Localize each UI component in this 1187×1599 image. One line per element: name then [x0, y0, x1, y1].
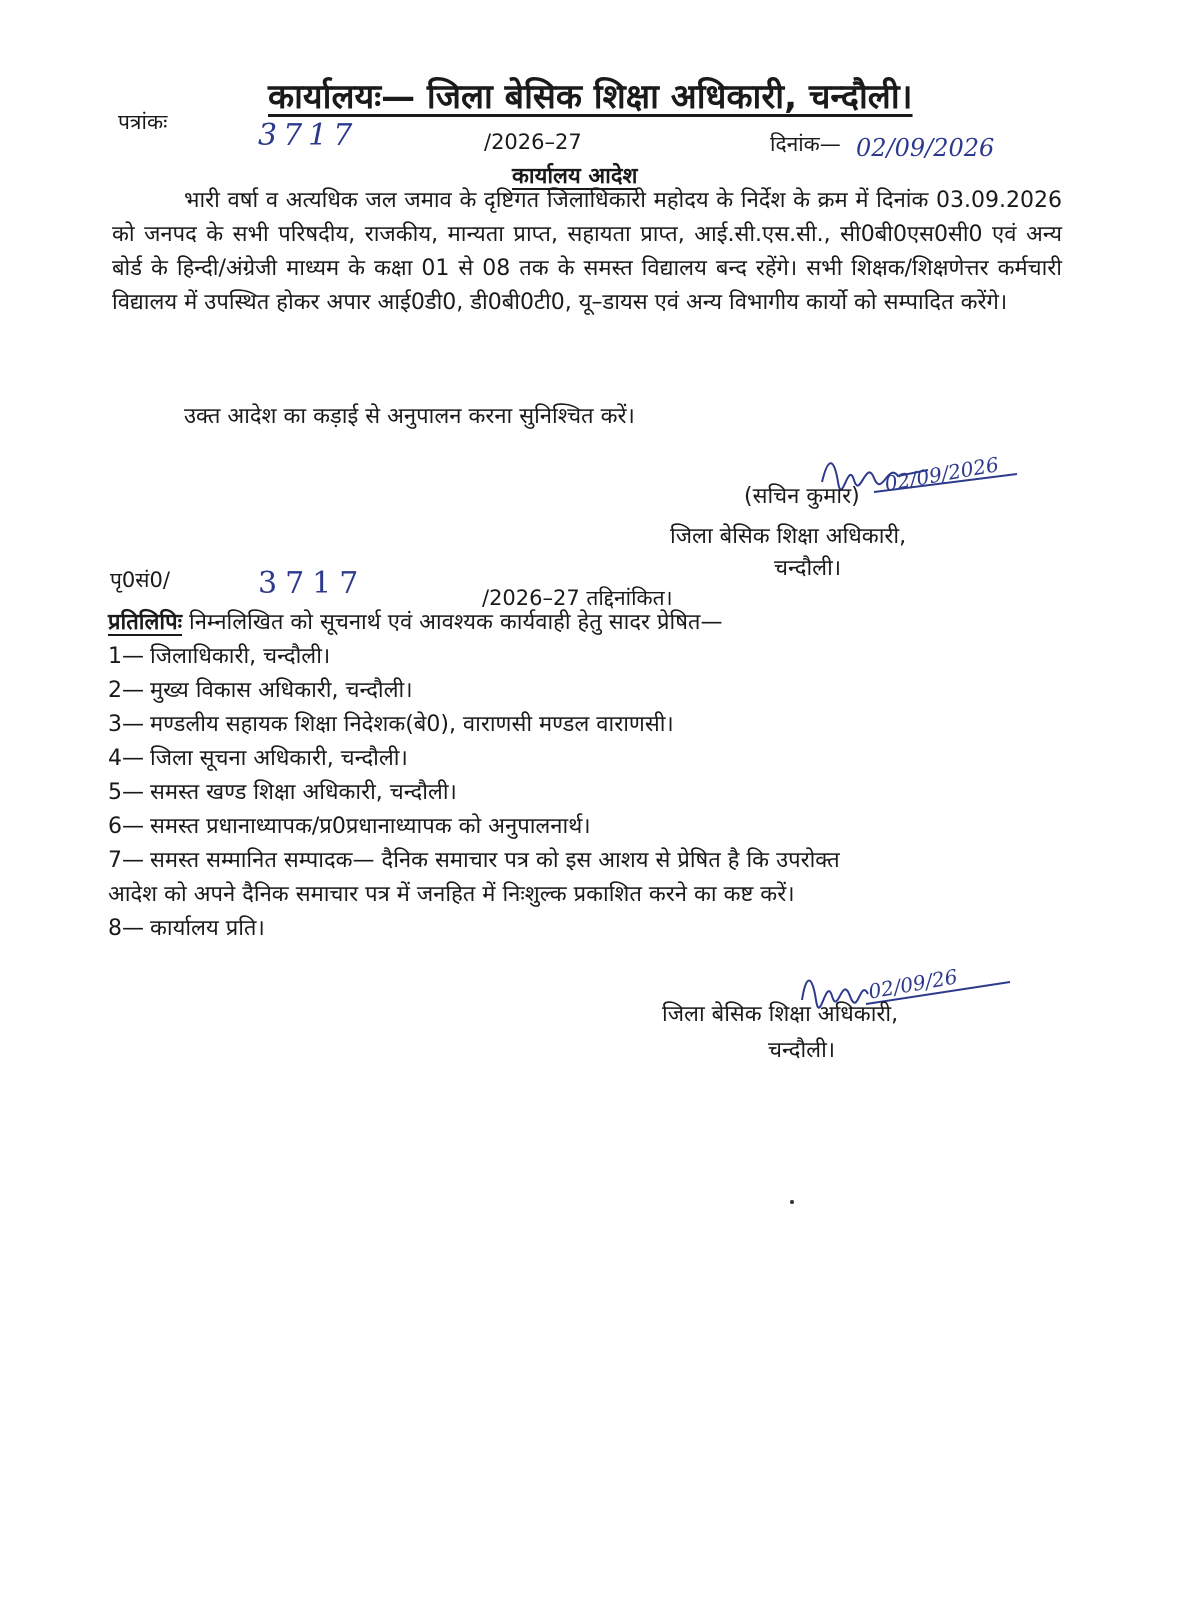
list-item-text: मुख्य विकास अधिकारी, चन्दौली।: [150, 678, 413, 703]
speck: [790, 1200, 794, 1204]
patrank-year: /2026–27: [484, 130, 582, 154]
date-label: दिनांक—: [770, 132, 841, 156]
pratilipi-line: [108, 606, 840, 640]
patrank-number: 3717: [258, 118, 359, 153]
list-item: [108, 912, 840, 946]
date-value: 02/09/2026: [856, 134, 995, 162]
ref-number: 3717: [258, 566, 367, 601]
list-item: [108, 708, 840, 742]
list-item-number: 3—: [108, 712, 144, 737]
list-item-number: 1—: [108, 644, 144, 669]
list-item-number: 5—: [108, 780, 144, 805]
order-paragraph-text: भारी वर्षा व अत्यधिक जल जमाव के दृष्टिगत जिलाधिकारी महोदय के निर्देश के क्रम में दिनांक 03.09.2026 को जनपद के सभी परिषदीय, राजकीय, मान्यता प्राप्त, सहायता प्राप्त, आई.सी.एस.सी., सी0बी0एस0सी0 एवं अन्य बोर्ड के हिन्दी/अंग्रेजी माध्यम के कक्षा 01 से 08 तक के समस्त विद्यालय बन्द रहेंगे। सभी शिक्षक/शिक्षणेत्तर कर्मचारी विद्यालय में उपस्थित होकर अपार आई0डी0, डी0बी0टी0, यू–डायस एवं अन्य विभागीय कार्यो को सम्पादित करेंगे।: [112, 188, 1062, 315]
signature2-date: 02/09/26: [866, 964, 960, 1004]
list-item-text: मण्डलीय सहायक शिक्षा निदेशक(बे0), वाराणसी मण्डल वाराणसी।: [150, 712, 674, 737]
list-item-text: कार्यालय प्रति।: [150, 916, 265, 941]
signatory-place: चन्दौली।: [774, 556, 842, 581]
list-item-number: 4—: [108, 746, 144, 771]
list-item: [108, 640, 840, 674]
list-item-text: समस्त सम्मानित सम्पादक— दैनिक समाचार पत्र को इस आशय से प्रेषित है कि उपरोक्त: [150, 848, 840, 873]
compliance-paragraph-text: उक्त आदेश का कड़ाई से अनुपालन करना सुनिश्चित करें।: [184, 404, 635, 429]
list-item: [108, 674, 840, 708]
list-item-text: जिला सूचना अधिकारी, चन्दौली।: [150, 746, 408, 771]
list-item-number: 8—: [108, 916, 144, 941]
list-item: [108, 776, 840, 810]
list-item-text: जिलाधिकारी, चन्दौली।: [150, 644, 331, 669]
signatory-designation: जिला बेसिक शिक्षा अधिकारी,: [670, 524, 907, 549]
list-item-continuation: आदेश को अपने दैनिक समाचार पत्र में जनहित में निःशुल्क प्रकाशित करने का कष्ट करें।: [108, 882, 795, 907]
list-item-text: समस्त प्रधानाध्यापक/प्र0प्रधानाध्यापक को अनुपालनार्थ।: [150, 814, 591, 839]
signature-underline: [872, 470, 1022, 500]
list-item-number: 6—: [108, 814, 144, 839]
list-item: [108, 810, 840, 844]
signature1-date: 02/09/2026: [882, 452, 1001, 496]
compliance-paragraph: [112, 400, 1062, 434]
list-item-number: 2—: [108, 678, 144, 703]
signature2-designation: जिला बेसिक शिक्षा अधिकारी,: [662, 1002, 899, 1027]
signatory-name: (सचिन कुमार): [744, 484, 860, 509]
ref-year: /2026–27 तद्दिनांकित।: [482, 586, 673, 610]
signature2-place: चन्दौली।: [768, 1038, 836, 1063]
order-heading: कार्यालय आदेश: [512, 164, 638, 189]
pratilipi-label: प्रतिलिपिः: [108, 610, 183, 635]
patrank-label: पत्रांकः: [118, 110, 168, 134]
list-item-number: 7—: [108, 848, 144, 873]
list-item: [108, 844, 840, 878]
office-title: कार्यालयः— जिला बेसिक शिक्षा अधिकारी, चन्दौली।: [268, 77, 913, 117]
list-item-text: समस्त खण्ड शिक्षा अधिकारी, चन्दौली।: [150, 780, 457, 805]
pratilipi-text: निम्नलिखित को सूचनार्थ एवं आवश्यक कार्यवाही हेतु सादर प्रेषित—: [189, 610, 723, 635]
order-paragraph: [112, 184, 1062, 320]
list-item: [108, 742, 840, 776]
copy-list: [108, 606, 840, 946]
ref-label: पृ0सं0/: [110, 568, 170, 592]
